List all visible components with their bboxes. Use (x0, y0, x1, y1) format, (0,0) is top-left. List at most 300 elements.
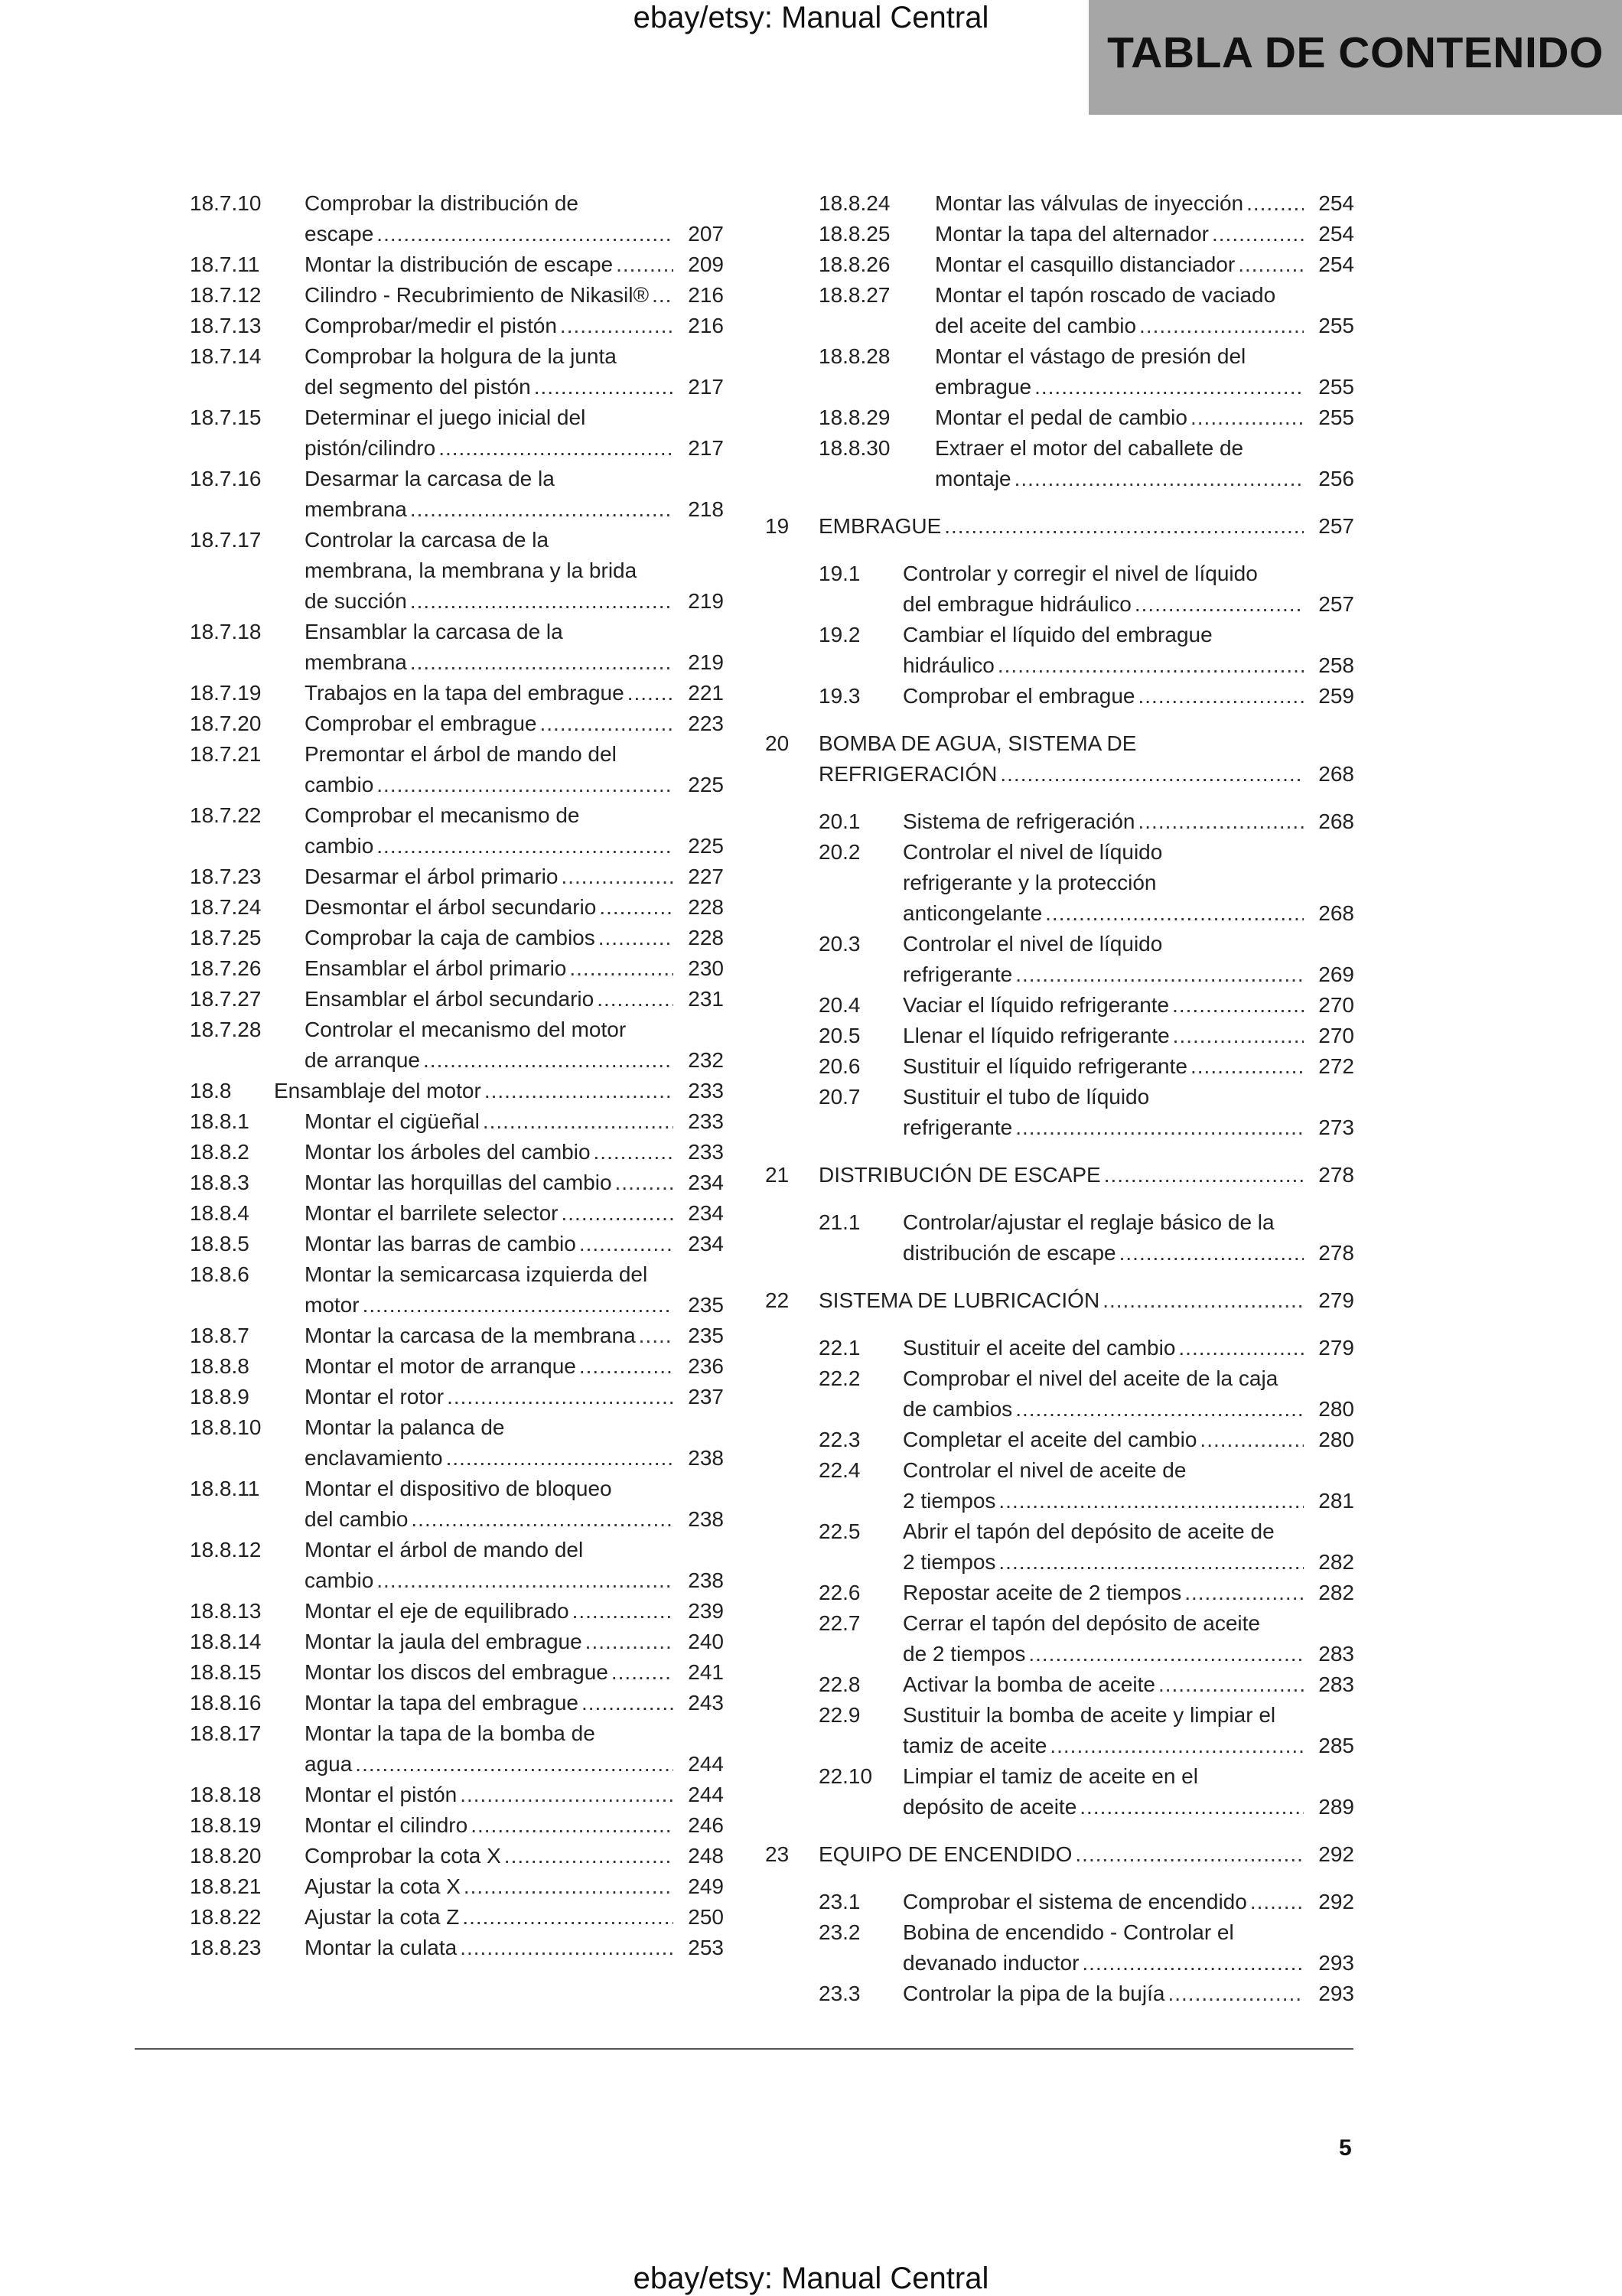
toc-entry[interactable] (765, 1363, 1354, 1425)
toc-entry-title-line: Montar la jaula del embrague (305, 1630, 582, 1653)
toc-entry-title-line: 2 tiempos (903, 1550, 996, 1574)
toc-entry-number: 18.7.27 (190, 987, 262, 1011)
toc-entry[interactable] (765, 1978, 1354, 2009)
toc-entry-number: 18.8.1 (190, 1109, 249, 1133)
dot-leader (484, 1076, 673, 1106)
toc-entry-page: 244 (688, 1752, 724, 1776)
toc-entry[interactable] (190, 861, 724, 892)
toc-entry-number: 18.8.24 (819, 191, 891, 215)
toc-entry-page: 279 (1318, 1336, 1354, 1360)
toc-entry-number: 18.7.23 (190, 865, 262, 888)
toc-entry-number: 19.2 (819, 623, 861, 646)
toc-entry-title-line: Controlar el nivel de líquido (903, 932, 1163, 956)
toc-entry-title-line: Ensamblar el árbol primario (305, 956, 567, 980)
toc-entry[interactable] (190, 280, 724, 311)
toc-entry-page: 228 (688, 926, 724, 949)
dot-leader (410, 494, 673, 525)
dot-leader (376, 219, 673, 249)
toc-entry-title-line: del embrague hidráulico (903, 592, 1132, 616)
toc-entry-title-line: Montar el cigüeñal (305, 1109, 480, 1133)
toc-entry-page: 248 (688, 1844, 724, 1868)
toc-entry-number: 20.6 (819, 1054, 861, 1078)
toc-entry-number: 23.1 (819, 1890, 861, 1913)
toc-entry[interactable] (765, 1608, 1354, 1669)
dot-leader (572, 1596, 673, 1627)
toc-entry-page: 235 (688, 1324, 724, 1347)
toc-chapter[interactable] (765, 1160, 1354, 1190)
toc-entry[interactable] (190, 892, 724, 923)
dot-leader (1082, 1948, 1304, 1978)
toc-entry[interactable] (765, 1669, 1354, 1700)
toc-entry-title-line: Montar las horquillas del cambio (305, 1171, 612, 1194)
toc-entry-number: 20.3 (819, 932, 861, 956)
toc-entry-page: 253 (688, 1936, 724, 1959)
toc-entry-page: 228 (688, 895, 724, 919)
toc-entry-title-line: membrana (305, 497, 407, 521)
toc-entry-number: 18.8.15 (190, 1660, 262, 1684)
toc-entry-number: 18.8.10 (190, 1415, 262, 1439)
toc-entry-title-line: DISTRIBUCIÓN DE ESCAPE (819, 1163, 1101, 1187)
toc-entry-title-line: Ajustar la cota Z (305, 1905, 460, 1929)
toc-entry-title-line: de 2 tiempos (903, 1642, 1026, 1666)
toc-entry-title-line: montaje (935, 467, 1011, 490)
toc-entry[interactable] (190, 402, 724, 464)
dot-leader (598, 923, 673, 953)
toc-entry-number: 18.7.19 (190, 681, 262, 705)
toc-entry[interactable] (765, 1021, 1354, 1051)
toc-entry-title-line: membrana (305, 650, 407, 674)
toc-entry-title-line: Montar el vástago de presión del (935, 344, 1246, 368)
toc-entry-title-line: Montar la culata (305, 1936, 458, 1959)
toc-entry[interactable] (190, 1198, 724, 1229)
toc-entry-page: 250 (688, 1905, 724, 1929)
toc-entry-page: 207 (688, 222, 724, 246)
dot-leader (1103, 1285, 1304, 1316)
toc-entry-number: 18.7.13 (190, 314, 262, 337)
dot-leader (1015, 1112, 1304, 1143)
dot-leader (1075, 1839, 1304, 1870)
toc-entry-number: 18.7.16 (190, 467, 262, 490)
toc-entry[interactable] (765, 1082, 1354, 1143)
dot-leader (462, 1902, 673, 1933)
dot-leader (652, 280, 673, 311)
toc-chapter[interactable] (765, 1285, 1354, 1316)
toc-entry-title-line: motor (305, 1293, 360, 1317)
toc-entry[interactable] (190, 1412, 724, 1474)
toc-entry-title-line: Desmontar el árbol secundario (305, 895, 597, 919)
dot-leader (1172, 990, 1304, 1021)
toc-entry-number: 19 (765, 514, 790, 538)
toc-entry-page: 282 (1318, 1550, 1354, 1574)
toc-entry[interactable] (190, 1657, 724, 1688)
toc-entry-title-line: cambio (305, 773, 374, 796)
toc-entry-title-line: Comprobar el nivel del aceite de la caja (903, 1366, 1278, 1390)
toc-entry-number: 18.7.20 (190, 712, 262, 735)
toc-entry[interactable] (190, 1382, 724, 1412)
toc-entry-page: 219 (688, 589, 724, 613)
toc-entry-title-line: hidráulico (903, 653, 995, 677)
toc-entry-page: 270 (1318, 1024, 1354, 1047)
toc-entry[interactable] (190, 1718, 724, 1780)
toc-entry-page: 279 (1318, 1288, 1354, 1312)
toc-entry-title-line: SISTEMA DE LUBRICACIÓN (819, 1288, 1100, 1312)
toc-entry-page: 230 (688, 956, 724, 980)
toc-entry[interactable] (765, 1887, 1354, 1917)
page-title: TABLA DE CONTENIDO (1107, 28, 1604, 77)
toc-entry-title-line: Extraer el motor del caballete de (935, 436, 1244, 460)
toc-entry[interactable] (765, 559, 1354, 620)
toc-entry-title-line: Montar la palanca de (305, 1415, 505, 1439)
toc-entry-title-line: 2 tiempos (903, 1489, 996, 1513)
toc-entry-title-line: Cilindro - Recubrimiento de Nikasil® (305, 283, 650, 307)
dot-leader (460, 1780, 673, 1810)
watermark-bottom: ebay/etsy: Manual Central (633, 2262, 989, 2295)
toc-entry[interactable] (765, 433, 1354, 494)
toc-entry-title-line: Controlar la carcasa de la (305, 528, 549, 552)
toc-entry[interactable] (190, 708, 724, 739)
toc-entry-number: 18.8.8 (190, 1354, 249, 1378)
toc-entry-page: 254 (1318, 252, 1354, 276)
toc-entry-number: 22.10 (819, 1764, 873, 1788)
toc-entry-number: 18.7.17 (190, 528, 262, 552)
toc-entry-number: 18.7.22 (190, 803, 262, 827)
toc-entry-title-line: Cerrar el tapón del depósito de aceite (903, 1611, 1260, 1635)
toc-entry-title-line: Abrir el tapón del depósito de aceite de (903, 1519, 1275, 1543)
toc-entry-page: 292 (1318, 1890, 1354, 1913)
toc-entry[interactable] (765, 620, 1354, 681)
toc-entry-page: 255 (1318, 375, 1354, 399)
toc-entry-number: 22.7 (819, 1611, 861, 1635)
toc-entry-number: 18.8.26 (819, 252, 891, 276)
toc-entry[interactable] (190, 464, 724, 525)
toc-chapter[interactable] (765, 728, 1354, 790)
toc-entry-page: 257 (1318, 592, 1354, 616)
toc-entry[interactable] (765, 1917, 1354, 1978)
toc-entry-title-line: Montar las barras de cambio (305, 1232, 576, 1255)
toc-entry[interactable] (190, 1535, 724, 1596)
toc-entry[interactable] (190, 1229, 724, 1259)
toc-entry-number: 18.8.18 (190, 1783, 262, 1806)
toc-entry-title-line: Trabajos en la tapa del embrague (305, 681, 624, 705)
dot-leader (410, 586, 673, 617)
dot-leader (1050, 1731, 1304, 1761)
toc-entry[interactable] (765, 1761, 1354, 1822)
toc-entry-number: 18.8.29 (819, 405, 891, 429)
toc-entry-page: 256 (1318, 467, 1354, 490)
dot-leader (585, 1627, 673, 1657)
toc-entry[interactable] (190, 1933, 724, 1963)
toc-entry-page: 257 (1318, 514, 1354, 538)
toc-entry-title-line: Montar la carcasa de la membrana (305, 1324, 636, 1347)
toc-entry-title-line: Montar la semicarcasa izquierda del (305, 1262, 648, 1286)
toc-entry-title-line: EQUIPO DE ENCENDIDO (819, 1842, 1073, 1866)
toc-entry-number: 23.3 (819, 1982, 861, 2005)
dot-leader (639, 1321, 673, 1351)
toc-entry-page: 218 (688, 497, 724, 521)
toc-entry-title-line: Comprobar el sistema de encendido (903, 1890, 1247, 1913)
dot-leader (944, 511, 1304, 542)
toc-entry[interactable] (765, 249, 1354, 280)
toc-entry[interactable] (190, 1596, 724, 1627)
toc-entry[interactable] (765, 188, 1354, 219)
dot-leader (1138, 806, 1304, 837)
toc-entry-title-line: Sustituir la bomba de aceite y limpiar el (903, 1703, 1276, 1727)
toc-entry-page: 233 (688, 1109, 724, 1133)
dot-leader (615, 1168, 673, 1198)
toc-entry-page: 240 (688, 1630, 724, 1653)
toc-entry-title-line: Comprobar la holgura de la junta (305, 344, 617, 368)
toc-entry-title-line: Ajustar la cota X (305, 1874, 461, 1898)
toc-entry[interactable] (765, 1578, 1354, 1608)
dot-leader (998, 650, 1304, 681)
toc-entry-page: 221 (688, 681, 724, 705)
dot-leader (411, 1504, 673, 1535)
toc-entry[interactable] (765, 402, 1354, 433)
toc-entry[interactable] (765, 929, 1354, 990)
toc-entry[interactable] (765, 1455, 1354, 1516)
toc-entry-number: 18.7.26 (190, 956, 262, 980)
toc-entry[interactable] (190, 1014, 724, 1076)
toc-entry-page: 283 (1318, 1672, 1354, 1696)
toc-entry-title-line: Sustituir el aceite del cambio (903, 1336, 1176, 1360)
toc-entry-title-line: Comprobar la distribución de (305, 191, 578, 215)
toc-entry-page: 273 (1318, 1115, 1354, 1139)
toc-entry[interactable] (190, 1841, 724, 1871)
toc-entry-title-line: Premontar el árbol de mando del (305, 742, 617, 766)
dot-leader (460, 1933, 673, 1963)
toc-entry[interactable] (765, 1425, 1354, 1455)
toc-entry-number: 18.7.11 (190, 252, 260, 276)
toc-entry-page: 259 (1318, 684, 1354, 708)
toc-entry-page: 293 (1318, 1951, 1354, 1975)
toc-entry-title-line: Montar la tapa del embrague (305, 1691, 578, 1715)
toc-entry-title-line: Montar la tapa del alternador (935, 222, 1209, 246)
toc-entry[interactable] (190, 923, 724, 953)
toc-entry-title-line: Montar el dispositivo de bloqueo (305, 1477, 612, 1500)
dot-leader (534, 372, 673, 402)
toc-entry[interactable] (190, 617, 724, 678)
dot-leader (1015, 1394, 1304, 1425)
dot-leader (1015, 464, 1304, 494)
toc-chapter[interactable] (765, 1839, 1354, 1870)
toc-entry-page: 219 (688, 650, 724, 674)
dot-leader (504, 1841, 673, 1871)
toc-entry[interactable] (190, 311, 724, 341)
toc-entry-number: 18.8.22 (190, 1905, 262, 1929)
toc-left-column (190, 188, 724, 1963)
toc-entry-number: 18.8.11 (190, 1477, 260, 1500)
toc-entry-page: 258 (1318, 653, 1354, 677)
toc-entry-page: 244 (688, 1783, 724, 1806)
toc-entry-page: 217 (688, 375, 724, 399)
toc-entry-number: 18.7.24 (190, 895, 262, 919)
toc-entry[interactable] (190, 953, 724, 984)
toc-entry-title-line: de cambios (903, 1397, 1013, 1421)
toc-entry[interactable] (190, 1810, 724, 1841)
dot-leader (410, 647, 673, 678)
toc-entry[interactable] (190, 249, 724, 280)
toc-entry[interactable] (190, 1474, 724, 1535)
dot-leader (1015, 959, 1304, 990)
toc-chapter[interactable] (765, 511, 1354, 542)
dot-leader (376, 831, 673, 861)
toc-entry[interactable] (190, 1871, 724, 1902)
toc-entry[interactable] (765, 1516, 1354, 1578)
toc-entry-number: 18.7.25 (190, 926, 262, 949)
toc-entry-number: 18.7.15 (190, 405, 262, 429)
toc-entry-title-line: Comprobar la caja de cambios (305, 926, 595, 949)
toc-entry-title-line: Controlar el mecanismo del motor (305, 1018, 627, 1041)
toc-entry[interactable] (190, 1137, 724, 1168)
toc-entry[interactable] (765, 1207, 1354, 1268)
toc-entry-number: 20.4 (819, 993, 861, 1017)
toc-entry-page: 254 (1318, 222, 1354, 246)
toc-entry-page: 235 (688, 1293, 724, 1317)
dot-leader (1000, 759, 1304, 790)
toc-entry[interactable] (190, 1168, 724, 1198)
toc-entry-title-line: refrigerante (903, 1115, 1013, 1139)
toc-entry-page: 216 (688, 314, 724, 337)
toc-entry-title-line: Montar el tapón roscado de vaciado (935, 283, 1276, 307)
toc-entry-number: 19.1 (819, 562, 861, 585)
dot-leader (569, 953, 673, 984)
dot-leader (561, 1198, 673, 1229)
toc-entry-number: 22.9 (819, 1703, 861, 1727)
dot-leader (560, 311, 673, 341)
dot-leader (1173, 1021, 1304, 1051)
toc-entry-page: 234 (688, 1201, 724, 1225)
toc-entry-page: 293 (1318, 1982, 1354, 2005)
toc-entry-title-line: Repostar aceite de 2 tiempos (903, 1581, 1182, 1604)
toc-entry-page: 272 (1318, 1054, 1354, 1078)
toc-entry-number: 18.8.13 (190, 1599, 262, 1623)
toc-entry-title-line: Vaciar el líquido refrigerante (903, 993, 1170, 1017)
toc-entry[interactable] (765, 990, 1354, 1021)
toc-entry[interactable] (190, 188, 724, 249)
toc-entry-page: 285 (1318, 1734, 1354, 1757)
toc-entry[interactable] (190, 1688, 724, 1718)
toc-entry-title-line: Sistema de refrigeración (903, 809, 1135, 833)
toc-entry[interactable] (190, 525, 724, 617)
toc-entry-title-line: Sustituir el líquido refrigerante (903, 1054, 1187, 1078)
toc-entry[interactable] (765, 1333, 1354, 1363)
toc-entry[interactable] (765, 219, 1354, 249)
toc-entry-number: 23 (765, 1842, 790, 1866)
toc-entry[interactable] (190, 739, 724, 800)
toc-entry-title-line: Montar los discos del embrague (305, 1660, 608, 1684)
toc-entry-number: 22.1 (819, 1336, 861, 1360)
toc-entry[interactable] (190, 1076, 724, 1106)
toc-entry-number: 20.7 (819, 1085, 861, 1109)
toc-entry-title-line: Controlar la pipa de la bujía (903, 1982, 1165, 2005)
toc-entry[interactable] (190, 341, 724, 402)
toc-entry[interactable] (190, 1902, 724, 1933)
toc-entry-title-line: Montar el eje de equilibrado (305, 1599, 569, 1623)
dot-leader (597, 984, 673, 1014)
toc-entry-title-line: enclavamiento (305, 1446, 443, 1470)
toc-entry-number: 18.8.4 (190, 1201, 249, 1225)
toc-entry[interactable] (765, 681, 1354, 712)
toc-entry-number: 22.3 (819, 1428, 861, 1451)
toc-entry[interactable] (765, 837, 1354, 929)
toc-entry-page: 268 (1318, 809, 1354, 833)
toc-entry[interactable] (765, 806, 1354, 837)
toc-entry-title-line: Montar el pedal de cambio (935, 405, 1187, 429)
toc-entry-number: 18.7.28 (190, 1018, 262, 1041)
toc-entry-title-line: anticongelante (903, 901, 1043, 925)
toc-entry[interactable] (765, 1700, 1354, 1761)
toc-entry[interactable] (765, 341, 1354, 402)
toc-entry-title-line: del segmento del pistón (305, 375, 531, 399)
toc-entry[interactable] (190, 1259, 724, 1321)
toc-entry-page: 236 (688, 1354, 724, 1378)
toc-entry-title-line: de succión (305, 589, 407, 613)
toc-entry-page: 283 (1318, 1642, 1354, 1666)
toc-entry-number: 22.5 (819, 1519, 861, 1543)
toc-entry-title-line: membrana, la membrana y la brida (305, 559, 637, 582)
toc-entry-page: 243 (688, 1691, 724, 1715)
toc-entry[interactable] (190, 1321, 724, 1351)
dot-leader (579, 1351, 673, 1382)
toc-entry-title-line: Sustituir el tubo de líquido (903, 1085, 1150, 1109)
dot-leader (998, 1547, 1304, 1578)
dot-leader (1190, 402, 1304, 433)
toc-entry-number: 18.7.18 (190, 620, 262, 643)
toc-entry[interactable] (190, 678, 724, 708)
toc-entry[interactable] (765, 1051, 1354, 1082)
toc-entry-number: 18.8 (190, 1079, 232, 1102)
toc-entry-title-line: Cambiar el líquido del embrague (903, 623, 1213, 646)
toc-entry-page: 278 (1318, 1241, 1354, 1265)
toc-entry-title-line: Bobina de encendido - Controlar el (903, 1920, 1234, 1944)
toc-entry-page: 254 (1318, 191, 1354, 215)
toc-entry-number: 18.7.12 (190, 283, 262, 307)
dot-leader (1190, 1051, 1304, 1082)
toc-entry-title-line: devanado inductor (903, 1951, 1080, 1975)
toc-entry-number: 18.8.30 (819, 436, 891, 460)
toc-entry-page: 233 (688, 1140, 724, 1164)
dot-leader (611, 1657, 673, 1688)
toc-entry-page: 227 (688, 865, 724, 888)
toc-entry-title-line: de arranque (305, 1048, 421, 1072)
toc-entry[interactable] (190, 800, 724, 861)
toc-entry-title-line: REFRIGERACIÓN (819, 762, 998, 786)
toc-entry-page: 270 (1318, 993, 1354, 1017)
dot-leader (1138, 681, 1304, 712)
toc-entry-page: 278 (1318, 1163, 1354, 1187)
toc-entry[interactable] (765, 280, 1354, 341)
dot-leader (483, 1106, 673, 1137)
toc-entry-title-line: Montar los árboles del cambio (305, 1140, 591, 1164)
page-number: 5 (1339, 2135, 1352, 2161)
dot-leader (1119, 1238, 1304, 1268)
toc-entry-number: 18.7.10 (190, 191, 262, 215)
toc-entry-page: 280 (1318, 1397, 1354, 1421)
toc-entry-number: 22.2 (819, 1366, 861, 1390)
toc-entry-title-line: BOMBA DE AGUA, SISTEMA DE (819, 731, 1137, 755)
toc-entry[interactable] (190, 1627, 724, 1657)
dot-leader (1104, 1160, 1304, 1190)
toc-entry[interactable] (190, 1106, 724, 1137)
toc-entry[interactable] (190, 1351, 724, 1382)
toc-entry[interactable] (190, 1780, 724, 1810)
toc-entry-title-line: Montar el barrilete selector (305, 1201, 559, 1225)
toc-entry[interactable] (190, 984, 724, 1014)
toc-entry-number: 18.8.19 (190, 1813, 262, 1837)
toc-entry-number: 22.8 (819, 1672, 861, 1696)
dot-leader (1135, 589, 1304, 620)
toc-entry-number: 18.8.7 (190, 1324, 249, 1347)
